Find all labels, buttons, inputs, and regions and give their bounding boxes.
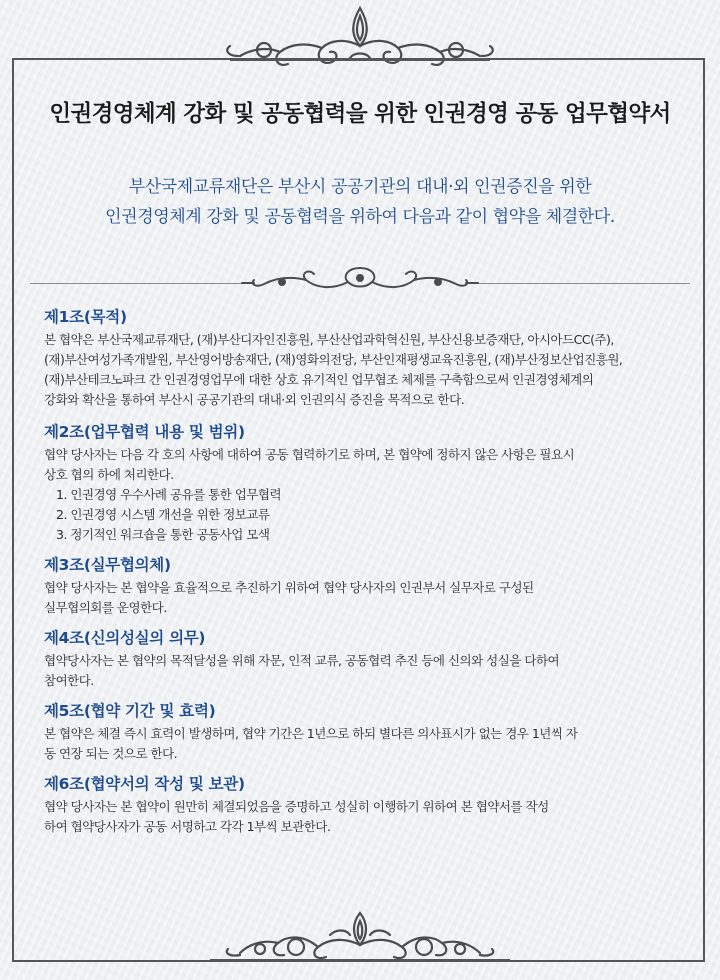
- article-4: [44, 626, 684, 691]
- article-title: 제4조(신의성실의 의무): [44, 629, 206, 647]
- document-title: 인권경영체계 강화 및 공동협력을 위한 인권경영 공동 업무협약서: [49, 101, 671, 127]
- article-line: 본 협약은 체결 즉시 효력이 발생하며, 협약 기간은 1년으로 하되 별다른 의사표시가 없는 경우 1년씩 자: [44, 726, 578, 741]
- intro-line: 부산국제교류재단은 부산시 공공기관의 대내·외 인권증진을 위한: [128, 177, 592, 197]
- flourish-crown-ornament-inverted-icon: [200, 895, 520, 980]
- article-line: (재)부산테크노파크 간 인권경영업무에 대한 상호 유기적인 업무협조 체제를 구축함으로써 인권경영체계의: [44, 372, 594, 387]
- article-body: [44, 445, 684, 545]
- flourish-crown-ornament-icon: [210, 0, 510, 80]
- divider-line-right: [478, 283, 690, 284]
- article-line: 협약 당사자는 본 협약이 원만히 체결되었음을 증명하고 성실히 이행하기 위하여 본 협약서를 작성: [44, 799, 549, 814]
- article-6: [44, 772, 684, 837]
- intro-line: 인권경영체계 강화 및 공동협력을 위하여 다음과 같이 협약을 체결한다.: [105, 207, 615, 227]
- article-line: 실무협의회를 운영한다.: [44, 600, 167, 615]
- article-3: [44, 553, 684, 618]
- article-body: [44, 330, 684, 410]
- article-body: [44, 651, 684, 691]
- article-line: 협약당사자는 본 협약의 목적달성을 위해 자문, 인적 교류, 공동협력 추진 등에 신의와 성실을 다하여: [44, 653, 560, 668]
- article-title: 제1조(목적): [44, 308, 127, 326]
- article-list-item: 1. 인권경영 우수사례 공유를 통한 업무협력: [56, 487, 282, 502]
- intro-paragraph: [0, 172, 720, 232]
- article-line: 하여 협약당사자가 공동 서명하고 각각 1부씩 보관한다.: [44, 819, 331, 834]
- article-body: [44, 578, 684, 618]
- article-title: 제5조(협약 기간 및 효력): [44, 702, 216, 720]
- article-line: 상호 협의 하에 처리한다.: [44, 467, 174, 482]
- article-line: 협약 당사자는 다음 각 호의 사항에 대하여 공동 협력하기로 하며, 본 협약에 정하지 않은 사항은 필요시: [44, 447, 575, 462]
- divider-line-left: [30, 283, 242, 284]
- article-title: 제2조(업무협력 내용 및 범위): [44, 423, 245, 441]
- article-line: 참여한다.: [44, 673, 94, 688]
- article-line: 협약 당사자는 본 협약을 효율적으로 추진하기 위하여 협약 당사자의 인권부서 실무자로 구성된: [44, 580, 534, 595]
- article-title: 제6조(협약서의 작성 및 보관): [44, 775, 245, 793]
- article-line: (재)부산여성가족개발원, 부산영어방송재단, (재)영화의전당, 부산인재평생교육진흥원, (재)부산정보산업진흥원,: [44, 352, 623, 367]
- article-body: [44, 797, 684, 837]
- article-2: [44, 420, 684, 545]
- article-list-item: 2. 인권경영 시스템 개선을 위한 정보교류: [56, 507, 270, 522]
- article-5: [44, 699, 684, 764]
- article-line: 본 협약은 부산국제교류재단, (재)부산디자인진흥원, 부산산업과학혁신원, 부산신용보증재단, 아시아드CC(주),: [44, 332, 614, 347]
- article-title: 제3조(실무협의체): [44, 556, 171, 574]
- article-line: 동 연장 되는 것으로 한다.: [44, 746, 178, 761]
- article-line: 강화와 확산을 통하여 부산시 공공기관의 대내·외 인권의식 증진을 목적으로 한다.: [44, 392, 465, 407]
- article-1: [44, 305, 684, 410]
- articles-list: [44, 305, 684, 837]
- flourish-divider-ornament-icon: [220, 262, 500, 298]
- article-list-item: 3. 정기적인 워크숍을 통한 공동사업 모색: [56, 527, 270, 542]
- article-body: [44, 724, 684, 764]
